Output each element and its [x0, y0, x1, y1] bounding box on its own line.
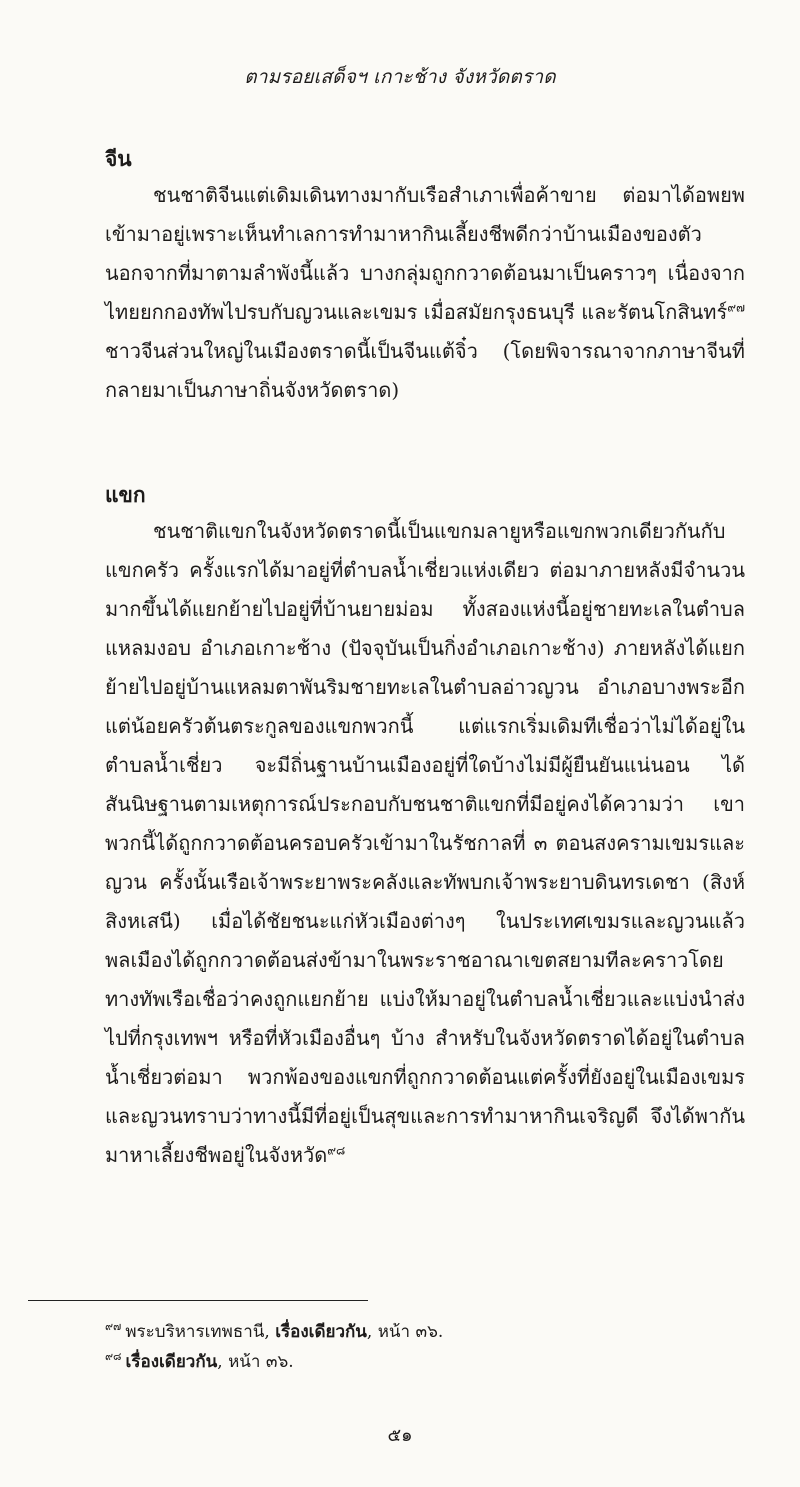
section-heading: จีน: [105, 146, 132, 171]
footnote-text: พระบริหารเทพธานี,: [125, 1322, 276, 1342]
footnote-page: , หน้า ๓๖.: [217, 1352, 294, 1372]
footnote-page: , หน้า ๓๖.: [366, 1322, 444, 1342]
footnote-ref: ๙๘: [327, 1143, 346, 1158]
footnote-number: ๙๗: [105, 1320, 122, 1334]
page-number: ๕๑: [387, 1425, 413, 1446]
section-chinese: [105, 142, 745, 410]
section-heading: แขก: [105, 482, 146, 507]
running-header: ตามรอยเสด็จฯ เกาะช้าง จังหวัดตราด: [244, 66, 556, 88]
footnote-ref: ๙๗: [727, 300, 745, 315]
paragraph: [105, 176, 745, 410]
paragraph: [105, 512, 745, 1175]
footnote-title: เรื่องเดียวกัน: [125, 1352, 218, 1372]
footnote-97: [105, 1317, 745, 1347]
footnotes: [105, 1317, 745, 1377]
footnote-98: [105, 1347, 745, 1377]
footnote-number: ๙๘: [105, 1350, 122, 1364]
paragraph-text-continued: ชาวจีนส่วนใหญ่ในเมืองตราดนี้เป็นจีนแต้จิ๋ว (โดยพิจารณาจากภาษาจีนที่กลายมาเป็นภาษาถิ่นจังหวัดตราด): [105, 339, 745, 402]
footnote-divider: [28, 1300, 368, 1301]
section-malay: [105, 478, 745, 1175]
paragraph-text: ชนชาติแขกในจังหวัดตราดนี้เป็นแขกมลายูหรือแขกพวกเดียวกันกับแขกครัว ครั้งแรกได้มาอยู่ที่ตำบลน้ำเชี่ยวแห่งเดียว ต่อมาภายหลังมีจำนวนมากขึ้นได้แยกย้ายไปอยู่ที่บ้านยายม่อม ทั้งสองแห่งนี้อยู่ชายทะเลในตำบลแหลมงอบ อำเภอเกาะช้าง (ปัจจุบันเป็นกิ่งอำเภอเกาะช้าง) ภายหลังได้แยกย้ายไปอยู่บ้านแหลมตาพันริมชายทะเลในตำบลอ่าวญวน อำเภอบางพระอีก แต่น้อยครัวต้นตระกูลของแขกพวกนี้ แต่แรกเริ่มเดิมทีเชื่อว่าไม่ได้อยู่ในตำบลน้ำเชี่ยว จะมีถิ่นฐานบ้านเมืองอยู่ที่ใดบ้างไม่มีผู้ยืนยันแน่นอน ได้สันนิษฐานตามเหตุการณ์ประกอบกับชนชาติแขกที่มีอยู่คงได้ความว่า เขาพวกนี้ได้ถูกกวาดต้อนครอบครัวเข้ามาในรัชกาลที่ ๓ ตอนสงครามเขมรและญวน ครั้งนั้นเรือเจ้าพระยาพระคลังและทัพบกเจ้าพระยาบดินทรเดชา (สิงห์ สิงหเสนี) เมื่อได้ชัยชนะแก่หัวเมืองต่างๆ ในประเทศเขมรและญวนแล้ว พลเมืองได้ถูกกวาดต้อนส่งข้ามาในพระราชอาณาเขตสยามทีละคราวโดยทางทัพเรือเชื่อว่าคงถูกแยกย้าย แบ่งให้มาอยู่ในตำบลน้ำเชี่ยวและแบ่งนำส่งไปที่กรุงเทพฯ หรือที่หัวเมืองอื่นๆ บ้าง สำหรับในจังหวัดตราดได้อยู่ในตำบลน้ำเชี่ยวต่อมา พวกพ้องของแขกที่ถูกกวาดต้อนแต่ครั้งที่ยังอยู่ในเมืองเขมรและญวนทราบว่าทางนี้มีที่อยู่เป็นสุขและการทำมาหากินเจริญดี จึงได้พากันมาหาเลี้ยงชีพอยู่ในจังหวัด: [105, 519, 745, 1167]
paragraph-text: ชนชาติจีนแต่เดิมเดินทางมากับเรือสำเภาเพื่อค้าขาย ต่อมาได้อพยพเข้ามาอยู่เพราะเห็นทำเลการทำมาหากินเลี้ยงชีพดีกว่าบ้านเมืองของตัว นอกจากที่มาตามลำพังนี้แล้ว บางกลุ่มถูกกวาดต้อนมาเป็นคราวๆ เนื่องจากไทยยกกองทัพไปรบกับญวนและเขมร เมื่อสมัยกรุงธนบุรี และรัตนโกสินทร์: [105, 183, 745, 324]
footnote-title: เรื่องเดียวกัน: [275, 1322, 367, 1342]
